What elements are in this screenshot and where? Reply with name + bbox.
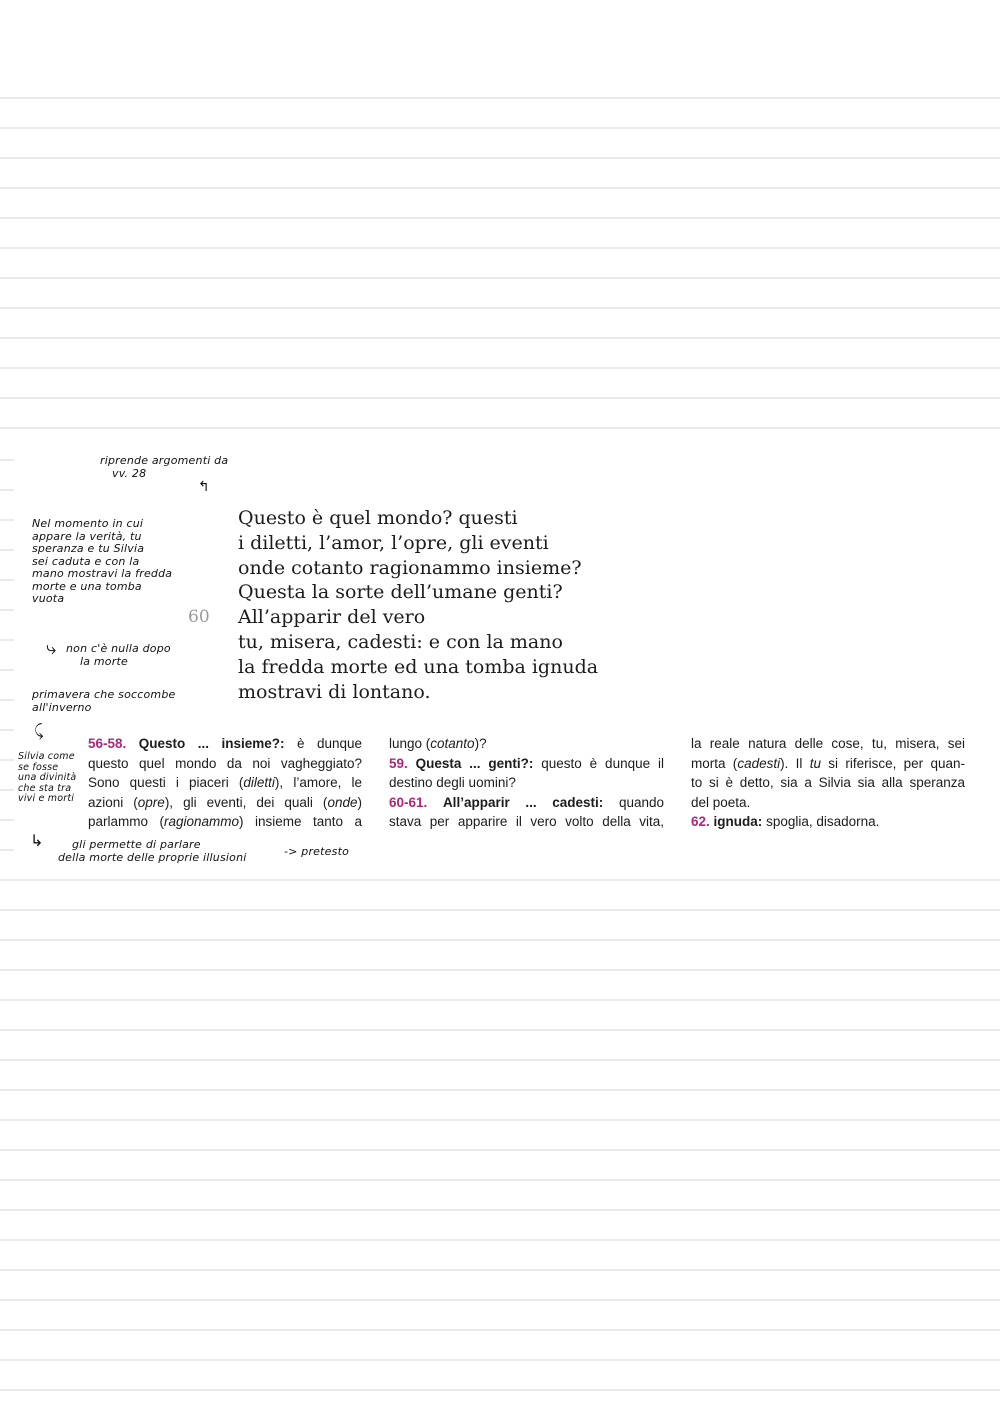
handwritten-silvia-note: [18, 752, 76, 805]
verse-line: onde cotanto ragionammo insieme?: [238, 556, 582, 579]
handwritten-line: vuota: [32, 592, 65, 605]
note-line: Sono questi i piaceri (diletti), l’amore, le: [88, 775, 362, 790]
verse-line: i diletti, l’amor, l’opre, gli eventi: [238, 531, 549, 554]
handwritten-line: della morte delle proprie illusioni: [58, 850, 247, 864]
note-line: morta (cadesti). Il tu si riferisce, per quan-: [691, 755, 965, 771]
poem-verse: [238, 506, 598, 704]
handwritten-line: se fosse: [18, 761, 59, 773]
note-line: del poeta.: [691, 794, 751, 810]
handwritten-line: riprende argomenti da: [100, 454, 229, 467]
note-line: la reale natura delle cose, tu, misera, sei: [691, 736, 965, 751]
note-line: destino degli uomini?: [389, 775, 516, 790]
note-line: azioni (opre), gli eventi, dei quali (onde): [88, 794, 362, 810]
notes-column-1: [88, 734, 362, 832]
note-line: questo quel mondo da noi vagheggiato?: [88, 755, 362, 771]
handwritten-top-note: [100, 455, 228, 480]
down-arrow-icon: ⤹: [34, 721, 44, 740]
handwritten-arrow-note: [66, 643, 171, 668]
handwritten-line: appare la verità, tu: [32, 529, 142, 543]
verse-line: All’apparir del vero: [238, 606, 426, 629]
handwritten-line: non c'è nulla dopo: [66, 642, 171, 655]
note-ref: 60-61.: [389, 794, 428, 810]
bracket-arrow-icon: ⤷: [46, 638, 57, 659]
handwritten-line: all'inverno: [32, 700, 92, 714]
verse-line: la fredda morte ed una tomba ignuda: [238, 655, 599, 678]
note-line: [389, 754, 664, 774]
handwritten-line: primavera che soccombe: [32, 688, 176, 701]
handwritten-line: una divinità: [18, 772, 77, 783]
verse-line: Questa la sorte dell’umane genti?: [238, 581, 563, 604]
handwritten-line: vivi e morti: [18, 793, 75, 804]
note-line: [389, 793, 664, 813]
handwritten-spring-note: [32, 689, 176, 714]
handwritten-line: Silvia come: [18, 751, 75, 762]
notes-column-3: [691, 734, 965, 832]
note-text: quando: [618, 794, 664, 810]
note-ref: 59.: [389, 755, 408, 771]
note-text: spoglia, disadorna.: [766, 814, 880, 829]
verse-line: Questo è quel mondo? questi: [238, 507, 518, 529]
note-line: [691, 812, 965, 832]
note-text: questo è dunque il: [541, 755, 664, 771]
note-lemma: All’apparir ... cadesti:: [442, 794, 604, 810]
note-line: parlammo (ragionammo) insieme tanto a: [88, 814, 362, 829]
note-text: è dunque: [296, 736, 362, 751]
handwritten-line: gli permette di parlare: [72, 838, 201, 851]
handwritten-line: vv. 28: [112, 466, 147, 480]
handwritten-line: che sta tra: [18, 782, 72, 794]
handwritten-line: mano mostravi la fredda: [32, 567, 173, 580]
bracket-arrow-icon: ↳: [30, 831, 44, 850]
note-line: [88, 734, 362, 754]
handwritten-line: la morte: [80, 654, 128, 668]
handwritten-line: speranza e tu Silvia: [32, 542, 145, 555]
handwritten-line: morte e una tomba: [32, 579, 142, 593]
note-ref: 62.: [691, 814, 710, 829]
note-lemma: Questo ... insieme?:: [138, 736, 285, 751]
note-line: to si è detto, sia a Silvia sia alla speranza: [691, 775, 965, 790]
curved-arrow-icon: ↰: [198, 479, 210, 495]
handwritten-line: Nel momento in cui: [32, 517, 144, 530]
handwritten-bottom-note: [58, 839, 247, 864]
note-lemma: Questa ... genti?:: [415, 755, 534, 771]
handwritten-margin-note: [32, 518, 172, 606]
handwritten-line: sei caduta e con la: [32, 554, 140, 568]
line-number: 60: [188, 607, 210, 627]
handwritten-pretext-note: -> pretesto: [284, 845, 350, 858]
note-line: lungo (cotanto)?: [389, 736, 487, 751]
verse-line: tu, misera, cadesti: e con la mano: [238, 630, 563, 653]
verse-line: mostravi di lontano.: [238, 680, 431, 703]
notes-column-2: [389, 734, 664, 832]
note-ref: 56-58.: [88, 736, 127, 751]
note-lemma: ignuda:: [713, 814, 763, 829]
note-line: stava per apparire il vero volto della vita,: [389, 814, 664, 829]
